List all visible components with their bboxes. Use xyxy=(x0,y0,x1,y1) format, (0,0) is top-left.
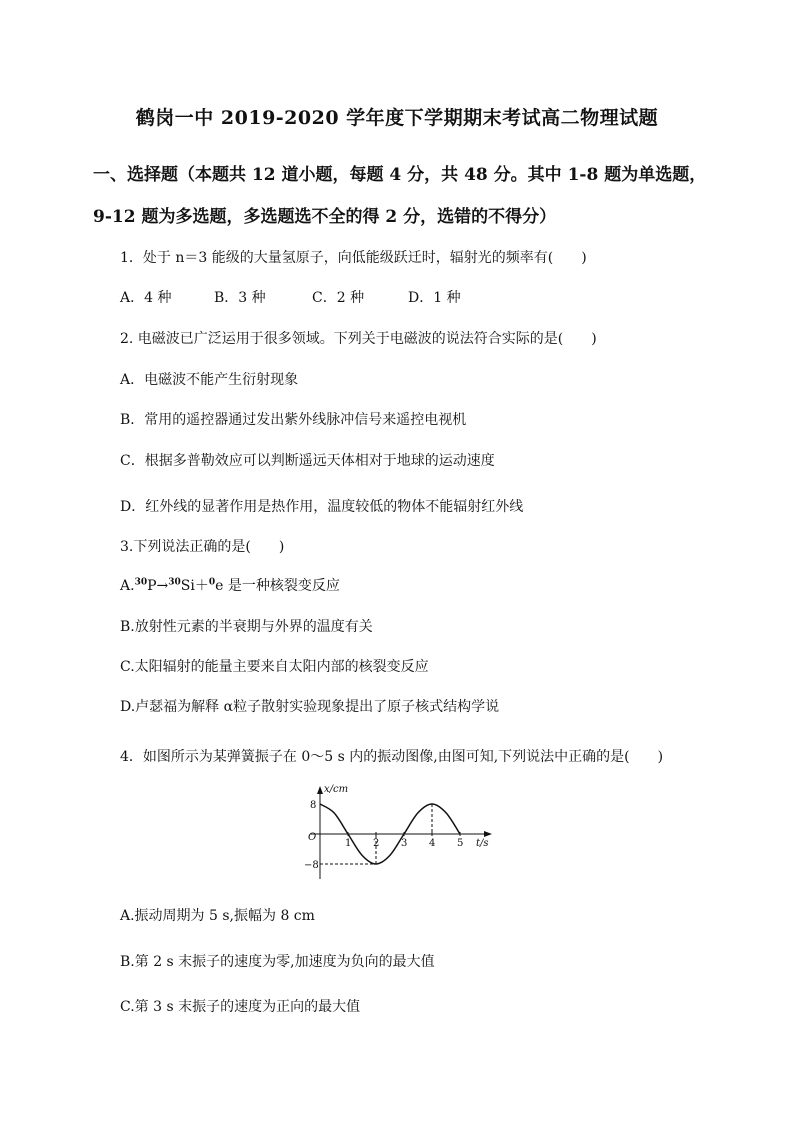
y-axis-arrow xyxy=(317,786,323,794)
question-1-stem: 1．处于 n＝3 能级的大量氢原子，向低能级跃迁时，辐射光的频率有( ) xyxy=(120,250,587,266)
question-2-option-a: A．电磁波不能产生衍射现象 xyxy=(120,372,299,388)
x-tick-label: 4 xyxy=(429,838,436,849)
question-3-option-c: C.太阳辐射的能量主要来自太阳内部的核裂变反应 xyxy=(120,659,429,675)
question-2-option-b: B．常用的遥控器通过发出紫外线脉冲信号来遥控电视机 xyxy=(120,412,467,428)
x-tick-label: 5 xyxy=(457,838,464,849)
question-4-option-b: B.第 2 s 末振子的速度为零,加速度为负向的最大值 xyxy=(120,954,435,970)
question-3-stem: 3.下列说法正确的是( ) xyxy=(120,539,285,555)
question-4-option-c: C.第 3 s 末振子的速度为正向的最大值 xyxy=(120,999,361,1015)
question-4-stem: 4．如图所示为某弹簧振子在 0～5 s 内的振动图像,由图可知,下列说法中正确的是( ) xyxy=(120,749,664,765)
y-axis-label: x/cm xyxy=(324,784,349,795)
page-title: 鹤岗一中 2019-2020 学年度下学期期末考试高二物理试题 xyxy=(135,107,659,129)
x-tick-label: 3 xyxy=(401,838,408,849)
option-c: C．2 种 xyxy=(312,290,365,306)
y-tick-label: 8 xyxy=(310,800,317,811)
option-d: D．1 种 xyxy=(408,290,461,306)
option-b: B．3 种 xyxy=(214,290,266,306)
question-1-options xyxy=(120,287,461,307)
option-a: A．4 种 xyxy=(120,290,172,306)
question-2-option-c: C．根据多普勒效应可以判断遥远天体相对于地球的运动速度 xyxy=(120,453,495,469)
question-3-option-b: B.放射性元素的半衰期与外界的温度有关 xyxy=(120,619,373,635)
x-tick-label: 2 xyxy=(373,838,380,849)
x-axis-label: t/s xyxy=(476,838,489,849)
question-3-option-a: A.$^{30}$P→$^{30}$Si＋$^0$e 是一种核裂变反应 xyxy=(120,577,340,594)
question-2-option-d: D．红外线的显著作用是热作用，温度较低的物体不能辐射红外线 xyxy=(120,499,524,515)
question-3-option-d: D.卢瑟福为解释 α粒子散射实验现象提出了原子核式结构学说 xyxy=(120,699,500,715)
section-heading-line2: 9-12 题为多选题，多选题选不全的得 2 分，选错的不得分） xyxy=(93,207,557,227)
question-4-option-a: A.振动周期为 5 s,振幅为 8 cm xyxy=(120,908,315,924)
section-heading-line1: 一、选择题（本题共 12 道小题，每题 4 分，共 48 分。其中 1-8 题为单选题， xyxy=(93,165,707,185)
oscillation-graph xyxy=(300,784,500,884)
y-tick-label: −8 xyxy=(304,860,319,871)
x-axis-arrow xyxy=(484,831,492,837)
origin-label: O xyxy=(308,832,317,843)
x-tick-label: 1 xyxy=(345,838,352,849)
question-2-stem: 2. 电磁波已广泛运用于很多领域。下列关于电磁波的说法符合实际的是( ) xyxy=(120,331,597,347)
